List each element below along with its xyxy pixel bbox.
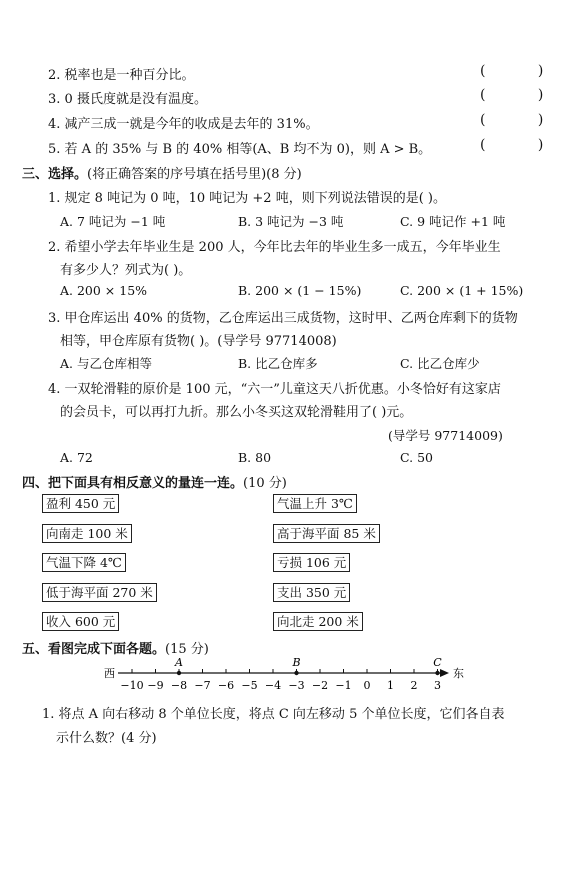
option-c[interactable]: C. 比乙仓库少	[400, 356, 480, 371]
point-label: B	[292, 656, 301, 669]
point-marker	[435, 671, 439, 675]
match-left-item[interactable]: 气温下降 4℃	[42, 553, 126, 572]
section-title: 三、选择。	[22, 167, 88, 182]
section-title: 四、把下面具有相反意义的量连一连。	[22, 476, 244, 491]
match-right-item[interactable]: 高于海平面 85 米	[273, 524, 380, 543]
match-left-item[interactable]: 向南走 100 米	[42, 524, 132, 543]
answer-paren[interactable]: ( )	[480, 137, 567, 153]
match-right-item[interactable]: 亏损 106 元	[273, 553, 350, 572]
option-c[interactable]: C. 50	[400, 450, 433, 465]
tick-label: −5	[241, 679, 258, 692]
tick-label: −8	[170, 679, 188, 692]
tick-label: 2	[410, 679, 418, 692]
judge-item-4: 4. 减产三成一就是今年的收成是去年的 31%。	[48, 117, 319, 132]
section-hint: (15 分)	[165, 642, 209, 657]
axis-arrow	[440, 669, 449, 677]
option-b[interactable]: B. 3 吨记为 −3 吨	[238, 214, 344, 229]
match-right-item[interactable]: 向北走 200 米	[273, 612, 363, 631]
number-line	[0, 655, 551, 700]
match-right-item[interactable]: 支出 350 元	[273, 583, 350, 602]
option-a[interactable]: A. 72	[60, 450, 93, 465]
judge-item-3: 3. 0 摄氏度就是没有温度。	[48, 92, 207, 107]
section-hint: (将正确答案的序号填在括号里)(8 分)	[87, 167, 302, 182]
point-label: C	[433, 656, 442, 669]
option-b[interactable]: B. 比乙仓库多	[238, 356, 318, 371]
match-left-item[interactable]: 低于海平面 270 米	[42, 583, 157, 602]
tick-label: 3	[434, 679, 441, 692]
west-label: 西	[104, 667, 115, 680]
tick-label: −10	[120, 679, 144, 692]
match-left-item[interactable]: 盈利 450 元	[42, 494, 119, 513]
tick-label: −2	[311, 679, 329, 692]
tick-label: −3	[288, 679, 305, 692]
tick-label: 0	[363, 679, 371, 692]
choice-q4-line2: 的会员卡，可以再打九折。那么小冬买这双轮滑鞋用了( )元。	[60, 405, 413, 420]
option-a[interactable]: A. 与乙仓库相等	[60, 356, 152, 371]
tick-label: −6	[217, 679, 235, 692]
option-b[interactable]: B. 80	[238, 450, 272, 465]
section-choice-title	[22, 163, 302, 182]
tick-label: −9	[147, 679, 164, 692]
point-marker	[177, 671, 181, 675]
section-match-title	[22, 472, 287, 491]
answer-paren[interactable]: ( )	[480, 112, 567, 128]
figure-q1-line2: 示什么数？(4 分)	[56, 731, 157, 746]
option-a[interactable]: A. 200 × 15%	[60, 283, 148, 298]
point-marker	[294, 671, 298, 675]
choice-q3-line2: 相等，甲仓库原有货物( )。(导学号 97714008)	[60, 334, 337, 349]
answer-paren[interactable]: ( )	[480, 87, 567, 103]
option-c[interactable]: C. 200 × (1 + 15%)	[400, 283, 524, 298]
judge-item-2: 2. 税率也是一种百分比。	[48, 68, 195, 83]
east-label: 东	[453, 667, 464, 680]
option-b[interactable]: B. 200 × (1 − 15%)	[238, 283, 362, 298]
option-a[interactable]: A. 7 吨记为 −1 吨	[60, 214, 166, 229]
point-label: A	[175, 656, 183, 669]
guide-number: (导学号 97714009)	[388, 428, 503, 443]
choice-q2-line1: 2. 希望小学去年毕业生是 200 人，今年比去年的毕业生多一成五，今年毕业生	[48, 240, 501, 255]
section-hint: (10 分)	[243, 476, 287, 491]
answer-paren[interactable]: ( )	[480, 63, 567, 79]
choice-q4-line1: 4. 一双轮滑鞋的原价是 100 元，“六一”儿童这天八折优惠。小冬恰好有这家店	[48, 382, 501, 397]
match-right-item[interactable]: 气温上升 3℃	[273, 494, 357, 513]
tick-label: −1	[335, 679, 352, 692]
choice-q3-line1: 3. 甲仓库运出 40% 的货物，乙仓库运出三成货物，这时甲、乙两仓库剩下的货物	[48, 311, 518, 326]
tick-label: −7	[194, 679, 211, 692]
figure-q1-line1: 1. 将点 A 向右移动 8 个单位长度，将点 C 向左移动 5 个单位长度，它们各自表	[42, 707, 505, 722]
choice-q1: 1. 规定 8 吨记为 0 吨，10 吨记为 +2 吨，则下列说法错误的是( )。	[48, 191, 446, 206]
option-c[interactable]: C. 9 吨记作 +1 吨	[400, 214, 506, 229]
tick-label: 1	[387, 679, 394, 692]
tick-label: −4	[264, 679, 282, 692]
choice-q2-line2: 有多少人？列式为( )。	[60, 263, 192, 278]
match-left-item[interactable]: 收入 600 元	[42, 612, 119, 631]
judge-item-5: 5. 若 A 的 35% 与 B 的 40% 相等(A、B 均不为 0)，则 A > B。	[48, 142, 432, 157]
section-title: 五、看图完成下面各题。	[22, 642, 166, 657]
